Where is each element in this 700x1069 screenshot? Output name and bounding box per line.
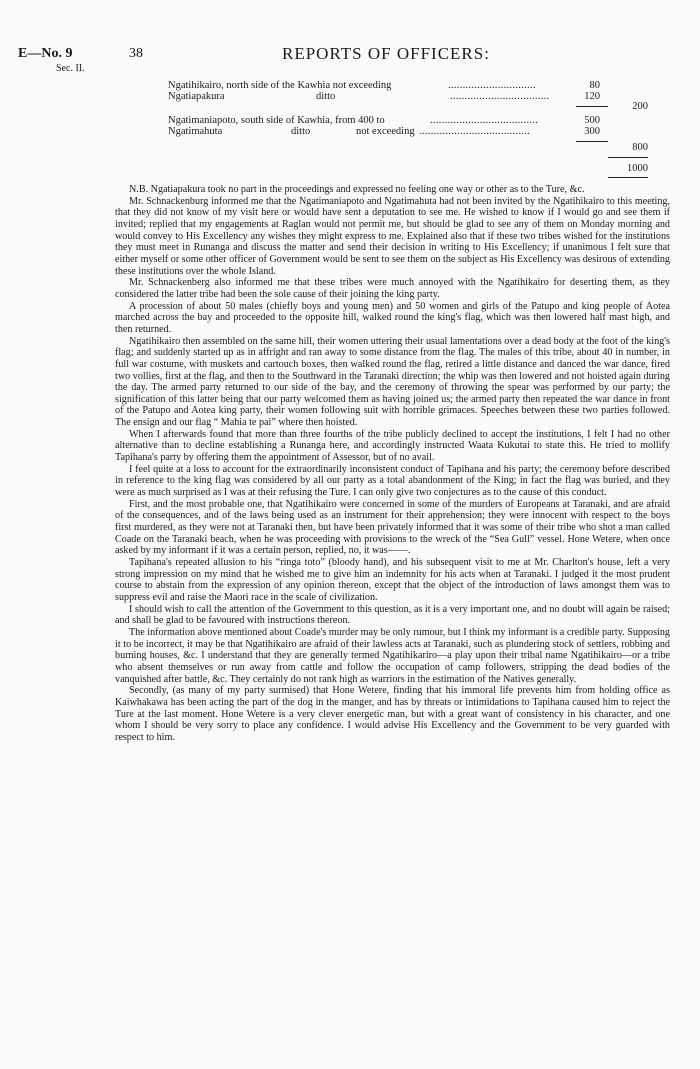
paragraph: A procession of about 50 males (chiefly boys and young men) and 50 women and girls of the Patupo and king people of Aotea marched across the bay and proceeded to the opposite hill, walked round the king's flag, which was then lowered half mast high, and then returned. [115, 300, 670, 335]
ditto-mark: ditto [316, 91, 336, 102]
total-underline [608, 177, 648, 178]
paragraph: The information above mentioned about Coade's murder may be only rumour, but I think my informant is a credible party. Supposing it to be incorrect, it may be that Ngatihikairo are afraid of their lawless acts at Taranaki, such as plundering stock of settlers, robbing and burning houses, &c. I understand that they are generally termed Ngatihikariro—a play upon their tribal name Ngatihikairo—or a tribe who absent themselves or run away from cattle and follow the occupation of camp followers, stripping the dead bodies of the vanquished after battle, &c. They certainly do not rank high as warriors in the estimation of the Natives generally. [115, 626, 670, 685]
report-body [115, 184, 670, 744]
paragraph: Mr. Schnackenberg also informed me that these tribes were much annoyed with the Ngatihikairo for deserting them, as they considered the latter tribe had been the sole cause of their joining the king party. [115, 277, 670, 300]
tribe-count: 120 [584, 91, 600, 102]
tribe-row [168, 126, 648, 139]
page-number: 38 [129, 46, 143, 61]
paragraph: N.B. Ngatiapakura took no part in the proceedings and expressed no feeling one way or other as to the Ture, &c. [129, 184, 585, 195]
paragraph: First, and the most probable one, that Ngatihikairo were concerned in some of the murders of Europeans at Taranaki, and are afraid of the consequences, and of the laws being used as an instrument for their apprehension; they were innocent with respect to the boys first murdered, as they were not at Taranaki then, but have been privately informed that it was some of their tribe who shot a man called Coade on the Taranaki beach, when he was proceeding with provisions to the wreck of the “Sea Gull” vessel. Hone Wetere, when once asked by my informant if it was a certain person, replied, no, it was——. [115, 498, 670, 557]
leader-dots: ...................................... [419, 126, 531, 137]
section-reference: Sec. II. [56, 63, 85, 74]
paragraph: Secondly, (as many of my party surmised) that Hone Wetere, finding that his immoral life prevents him from holding office as Kaiwhakawa has been acting the part of the dog in the manger, and has by threats or intimidations to Tapihana caused him to reject the Ture at the last moment. Hone Wetere is a very clever energetic man, but with a great want of consistency in his character, and one whom I should be very sorry to place any confidence. I would advise His Excellency and the Government to be very guarded with respect to him. [115, 685, 670, 743]
leader-dots: .................................. [450, 91, 550, 102]
tribe-numbers-table [168, 80, 648, 180]
paragraph: Mr. Schnackenburg informed me that the Ngatimaniapoto and Ngatimahuta had not been invited by the Ngatihikairo to this meeting, that they did not know of my visit here or would have sent a deputation to see me. He wished to know if I would go and see them if invited; replied that my engagements at Raglan would not permit me, but should be glad to see any of them on Monday morning and would convey to His Excellency any wishes they might express to me. Explained also that if these two tribes wished for the institutions they must meet in Runanga and discuss the matter and send their decision in writing to His Excellency; if unanimous I felt sure that either myself or some other officer of Government would be sent to see them on the subject as His Excellency was desirous of extending these institutions over the whole Island. [115, 195, 670, 277]
tribe-row [168, 91, 648, 104]
subtotal-rule [576, 141, 608, 142]
page-title: REPORTS OF OFFICERS: [282, 44, 490, 63]
subtotal-rule [576, 106, 608, 107]
document-reference: E—No. 9 [18, 46, 73, 61]
tribe-name: Ngatimaniapoto, south side of Kawhia, from 400 to [168, 115, 385, 126]
paragraph: I should wish to call the attention of the Government to this question, as it is a very important one, and no doubt will again be raised; and shall be glad to be favoured with instructions thereon. [115, 603, 670, 627]
subtotal-value: 800 [632, 142, 648, 153]
paragraph: Ngatihikairo then assembled on the same hill, their women uttering their usual lamentations over a dead body at the foot of the king's flag; and suddenly started up as in affright and ran away to some distance from the flag. The males of this tribe, about 40 in number, in full war costume, with muskets and cartouch boxes, then walked round the flag, retired a little distance and danced the war dance, fired two vollies, first at the flag, and then to the Southward in the Taranaki direction; the whip was then lowered and not hoisted again during the day. The armed party returned to our side of the bay, and the ceremony of throwing the spear was performed by our party; the signification of this latter being that our party welcomed them as having joined us; the armed party then repeated the war dance in front of the Patupo and Aotea king party, their women following suit with horrible grimaces. Speeches between these two parties followed. The ensign and our flag “ Mahia te pai” where then hoisted. [115, 335, 670, 429]
leader-dots: .............................. [448, 80, 536, 91]
tribe-count: 500 [584, 115, 600, 126]
subtotal-value: 200 [632, 101, 648, 112]
grand-total: 1000 [627, 163, 648, 174]
tribe-name: Ngatihikairo, north side of the Kawhia not exceeding [168, 80, 392, 91]
tribe-count: 80 [589, 80, 600, 91]
paragraph: When I afterwards found that more than three fourths of the tribe publicly declined to accept the institutions, I felt I had no other alternative than to decline establishing a Runanga here, and accordingly instructed Waata Kukutai to state this. He tried to mollify Tapihana's party by offering them the appointment of Assessor, but of no avail. [115, 428, 670, 464]
ditto-qualifier: not exceeding [356, 126, 415, 137]
tribe-name: Ngatimahuta [168, 126, 223, 137]
leader-dots: ..................................... [430, 115, 539, 126]
ditto-mark: ditto [291, 126, 311, 137]
total-rule [608, 157, 648, 158]
tribe-count: 300 [584, 126, 600, 137]
paragraph: I feel quite at a loss to account for the extraordinarily inconsistent conduct of Tapihana and his party; the ceremony before described in reference to the king flag was considered by all our party as a total abandonment of the King; in fact the flag was buried, and they were as much surprised as I was at their refusing the Ture. I can only give two conjectures as to the cause of this conduct. [115, 463, 670, 499]
tribe-name: Ngatiapakura [168, 91, 225, 102]
paragraph: Tapihana's repeated allusion to his “ringa toto” (bloody hand), and his subsequent visit to me at Mr. Charlton's house, left a very strong impression on my mind that he wished me to give him an indemnity for his acts when at Taranaki. I judged it the most prudent course to abstain from the expression of any opinion thereon, except that the object of the introduction of laws amongst them was to suppress evil and raise the Maori race in the scale of civilization. [115, 557, 670, 603]
